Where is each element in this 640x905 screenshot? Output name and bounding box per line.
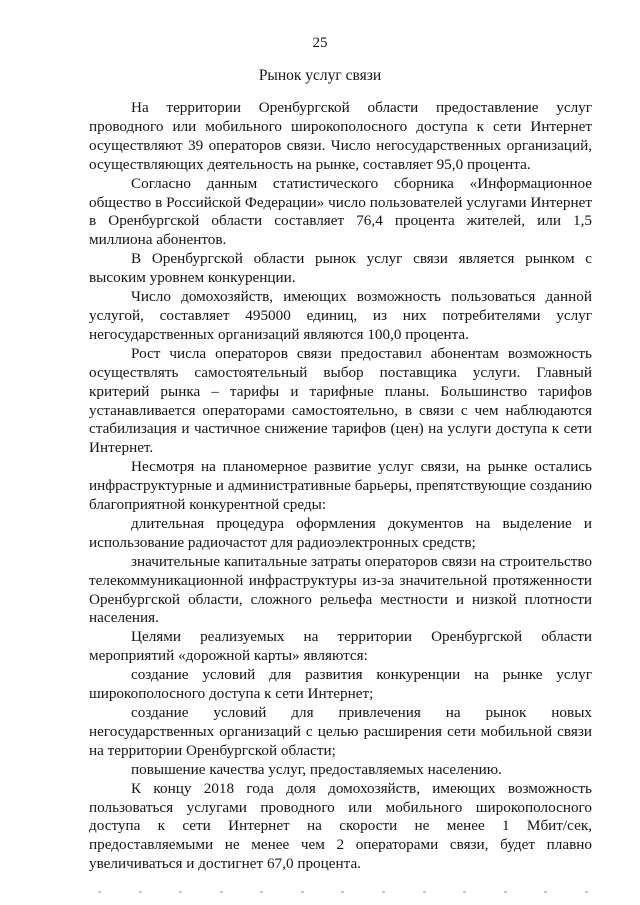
scan-mark (463, 891, 466, 893)
paragraph-barriers: Несмотря на планомерное развитие услуг связи, на рынке остались инфраструктурные и административные барьеры, препятствующие созданию благоприятной конкурентной среды: (89, 458, 592, 514)
paragraph-operators: На территории Оренбургской области предоставление услуг проводного или мобильного широкополосного доступа к сети Интернет осуществляют 39 операторов связи. Число негосударственных организаций, осуществляющих деятельность на рынке, составляет 95,0 процента. (89, 99, 592, 173)
paragraph-internet-users: Согласно данным статистического сборника «Информационное общество в Российской Федерации» число пользователей услугами Интернет в Оренбургской области составляет 76,4 процента жителей, или 1,5 миллиона абонентов. (89, 174, 592, 249)
paragraph-goal-mobile-network: создание условий для привлечения на рынок новых негосударственных организаций с целью расширения сети мобильной связи на территории Оренбургской области; (89, 704, 592, 759)
paragraph-target-2018: К концу 2018 года доля домохозяйств, имеющих возможность пользоваться услугами проводного или мобильного широкополосного доступа к сети Интернет на скорости не менее 1 Мбит/сек, предоставляемыми не менее чем 2 операторами связи, будет плавно увеличиваться и достигнет 67,0 процента. (89, 779, 592, 873)
scan-mark (301, 891, 304, 893)
page-number: 25 (312, 35, 328, 51)
paragraph-households: Число домохозяйств, имеющих возможность пользоваться данной услугой, составляет 495000 единиц, из них потребителями услуг негосударственных организаций являются 100,0 процента. (89, 288, 592, 343)
scan-mark (585, 891, 588, 893)
scan-mark (423, 891, 426, 893)
scan-mark (341, 891, 344, 893)
paragraph-operator-growth: Рост числа операторов связи предоставил абонентам возможность осуществлять самостоятельный выбор поставщика услуги. Главный критерий рынка – тарифы и тарифные планы. Большинство тарифов устанавливается операторами самостоятельно, в связи с чем наблюдаются стабилизация и частичное снижение тарифов (цен) на услуги доступа к сети Интернет. (89, 344, 592, 457)
paragraph-roadmap-goals: Целями реализуемых на территории Оренбургской области мероприятий «дорожной карты» являются: (89, 628, 592, 665)
scan-mark (220, 891, 223, 893)
scan-mark (544, 891, 547, 893)
scan-edge-marks (98, 890, 588, 894)
scan-mark (179, 891, 182, 893)
page-title: Рынок услуг связи (258, 67, 382, 84)
paragraph-competition-level: В Оренбургской области рынок услуг связи является рынком с высоким уровнем конкуренции. (89, 250, 592, 287)
scan-mark (504, 891, 507, 893)
paragraph-barrier-capital-costs: значительные капитальные затраты операторов связи на строительство телекоммуникационной инфраструктуры из-за значительной протяженности Оренбургской области, сложного рельефа местности и низкой плотности населения. (89, 552, 592, 627)
scan-mark (260, 891, 263, 893)
paragraph-barrier-radio-frequencies: длительная процедура оформления документов на выделение и использование радиочастот для радиоэлектронных средств; (89, 514, 592, 551)
paragraph-goal-broadband: создание условий для развития конкуренции на рынке услуг широкополосного доступа к сети Интернет; (89, 666, 592, 703)
paragraph-goal-quality: повышение качества услуг, предоставляемых населению. (131, 760, 502, 778)
scan-mark (139, 891, 142, 893)
document-body (89, 99, 592, 874)
scan-mark (98, 891, 101, 893)
scan-mark (382, 891, 385, 893)
